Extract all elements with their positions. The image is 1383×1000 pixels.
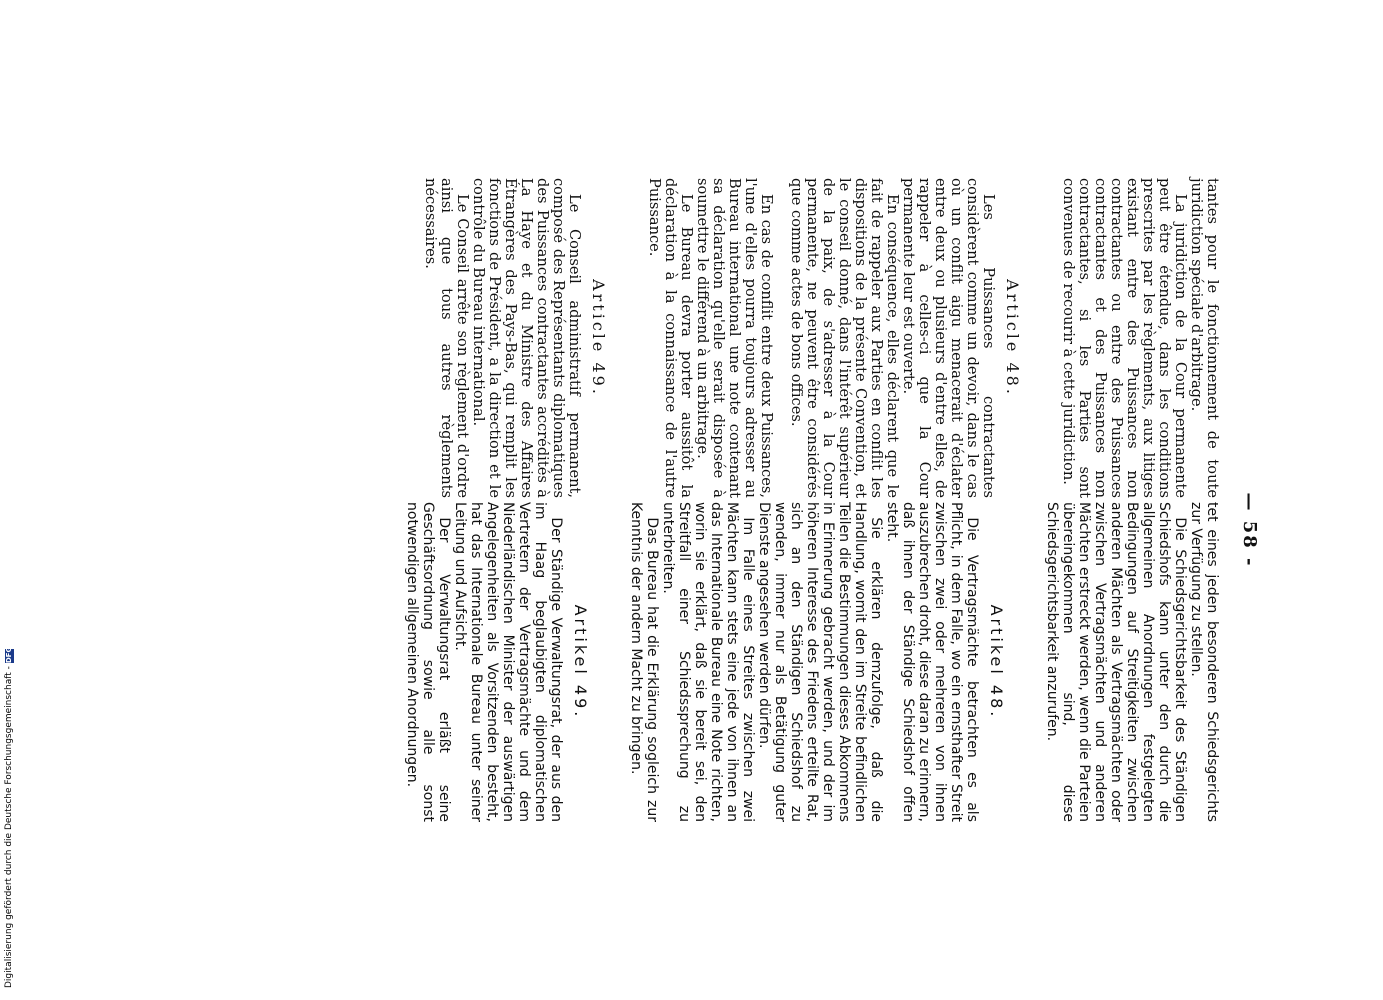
german-art49-p2: Der Verwaltungsrat erläßt seine Geschäftsordnung sowie alle sonst notwendigen allgemeinen Anordnungen. — [404, 502, 452, 822]
french-art48-p3: En cas de conflit entre deux Puissances, l'une d'elles pourra toujours adresser au Bureau international une note contenant sa déclaration qu'elle serait disposée à soumettre le différend à un arbitrage. — [694, 178, 775, 498]
rotated-page — [160, 100, 1260, 960]
german-art49-p1: Der Ständige Verwaltungsrat, der aus den im Haag beglaubigten diplomatischen Vertretern der Vertragsmächte und dem Niederländischen Minister der auswärtigen Angelegenheiten als Vorsitzenden besteht, hat das Internationale Bureau unter seiner Leitung und Aufsicht. — [452, 502, 564, 822]
french-art48-p2: En conséquence, elles déclarent que le fait de rappeler aux Parties en conflit les dispositions de la présente Convention, et le conseil donné, dans l'intérêt supérieur de la paix, de s'adresser à la Cour permanente, ne peuvent être considérés que comme actes de bons offices. — [788, 178, 901, 498]
french-art48-p1: Les Puissances contractantes considèrent comme un devoir, dans le cas où un conflit aigu menacerait d'éclater entre deux ou plusieurs d'entre elles, de rappeler à celles-ci que la Cour permanente leur est ouverte. — [900, 178, 997, 498]
french-art49-p2: Le Conseil arrête son règlement d'ordre ainsi que tous autres règlements nécessaires. — [422, 178, 471, 498]
french-article-48-heading: Article 48. — [1003, 279, 1022, 397]
german-article-48-heading: Artikel 48. — [987, 604, 1006, 720]
digitization-footer — [4, 608, 14, 988]
page-number: — 58 - — [1239, 492, 1260, 568]
german-intro: tet eines jeden besonderen Schiedsgerichts zur Verfügung zu stellen. — [1188, 502, 1220, 822]
german-intro-p2: Die Schiedsgerichtsbarkeit des Ständigen Schiedshofs kann unter den durch die allgemeinen Anordnungen festgelegten Bedingungen auf Streitigkeiten zwischen anderen Mächten als Vertragsmächten oder zwischen Vertragsmächten und anderen Mächten erstreckt werden, wenn die Parteien übereingekommen sind, diese Schiedsgerichtsbarkeit anzurufen. — [1044, 502, 1188, 822]
french-art48-p4: Le Bureau devra porter aussitôt la déclaration à la connaissance de l'autre Puissance. — [646, 178, 695, 498]
french-intro-p2: La juridiction de la Cour permanente peut être étendue, dans les conditions prescrites par les règlements, aux litiges existant entre des Puissances non contractantes ou entre des Puissances contractantes et des Puissances non contractantes, si les Parties sont convenues de recourir à cette juridiction. — [1060, 178, 1189, 498]
german-art48-p1: Die Vertragsmächte betrachten es als Pflicht, in dem Falle, wo ein ernsthafter Streit zwischen zwei oder mehreren von ihnen auszubrechen droht, diese daran zu erinnern, daß ihnen der Ständige Schiedshof offen steht. — [884, 502, 980, 822]
german-column — [404, 502, 1220, 822]
german-article-49-heading: Artikel 49. — [571, 604, 590, 720]
german-art48-p2: Sie erklären demzufolge, daß die Handlung, womit den im Streite befindlichen Teilen die Bestimmungen dieses Abkommens in Erinnerung gebracht werden, und der im höheren Interesse des Friedens erteilte Rat, sich an den Ständigen Schiedshof zu wenden, immer nur als Betätigung guter Dienste angesehen werden dürfen. — [756, 502, 884, 822]
french-article-49-heading: Article 49. — [589, 279, 608, 397]
german-art48-p3: Im Falle eines Streites zwischen zwei Mächten kann stets eine jede von ihnen an das Internationale Bureau eine Note richten, worin sie erklärt, daß sie bereit sei, den Streitfall einer Schiedssprechung zu unterbreiten. — [660, 502, 756, 822]
french-column — [422, 178, 1220, 498]
french-intro: tantes pour le fonctionnement de toute juridiction spéciale d'arbitrage. — [1188, 178, 1221, 498]
french-art49-p1: Le Conseil administratif permanent, composé des Représentants diplomatiques des Puissances contractantes accrédités à La Haye et du Ministre des Affaires Étrangères des Pays-Bas, qui remplit les fonctions de Président, a la direction et le contrôle du Bureau international. — [470, 178, 583, 498]
german-art48-p4: Das Bureau hat die Erklärung sogleich zur Kenntnis der andern Macht zu bringen. — [628, 502, 660, 822]
dfg-logo-icon: DFG — [5, 646, 13, 664]
footer-text: Digitalisierung gefördert durch die Deutsche Forschungsgemeinschaft - — [4, 666, 14, 988]
